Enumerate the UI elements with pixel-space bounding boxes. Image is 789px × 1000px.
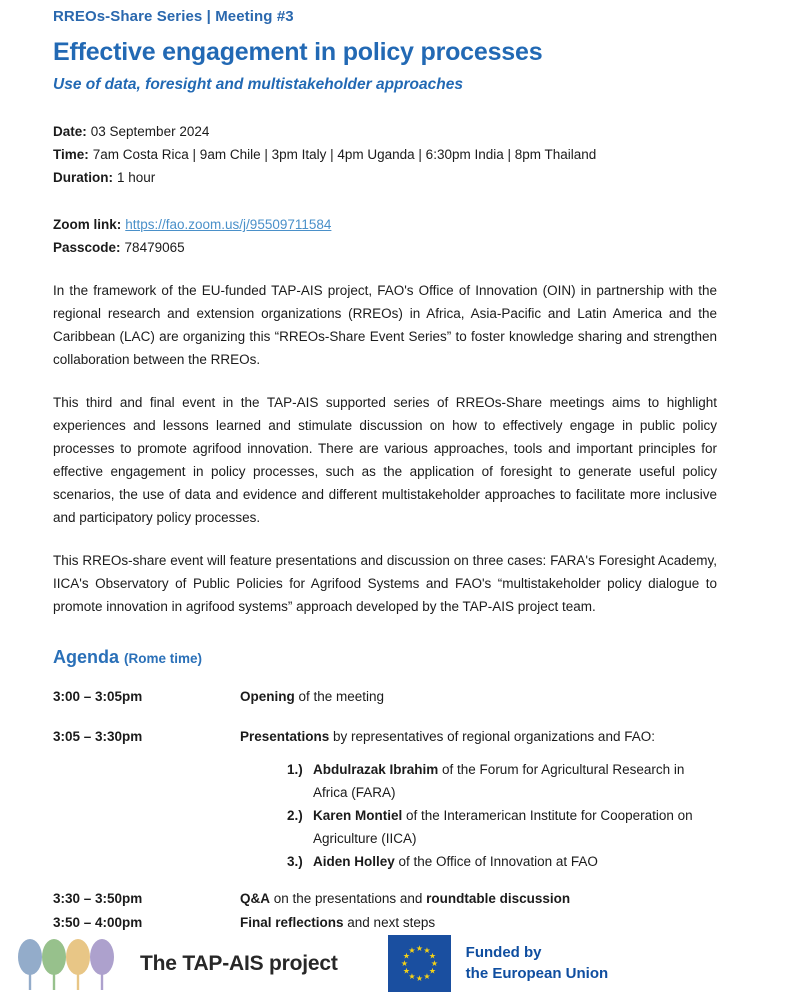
date-value: 03 September 2024 bbox=[90, 124, 210, 139]
agenda-time: 3:30 – 3:50pm bbox=[53, 891, 143, 906]
body-paragraph-3: This RREOs-share event will feature presentations and discussion on three cases: FARA's Foresight Academy, IICA's Observatory of Public Policies for Agrifood Systems and FAO's “multistakeholder policy dialogue to promote innovation in agrifood systems” approach developed by the TAP-AIS project team. bbox=[53, 553, 717, 614]
svg-text:★: ★ bbox=[428, 951, 436, 961]
passcode-value: 78479065 bbox=[124, 240, 185, 255]
body-paragraph-2: This third and final event in the TAP-AIS supported series of RREOs-Share meetings aims to highlight experiences and lessons learned and stimulate discussion on how to effectively engage in public policy processes to promote agrifood innovation. There are various approaches, tools and important principles for effective engagement in policy processes, such as the application of foresight to generate useful policy scenarios, the use of data and evidence and different multistakeholder approaches to facilitate more inclusive and participatory policy processes. bbox=[53, 395, 717, 525]
time-label: Time: bbox=[53, 147, 89, 162]
tapais-logo bbox=[15, 936, 338, 992]
agenda-description: Final reflections and next steps bbox=[240, 915, 436, 930]
zoom-link-line bbox=[53, 213, 717, 236]
agenda-timezone-note: (Rome time) bbox=[124, 651, 203, 666]
svg-text:★: ★ bbox=[400, 959, 408, 969]
speaker-number: 2.) bbox=[287, 808, 303, 823]
agenda-row-opening bbox=[53, 685, 717, 708]
svg-text:★: ★ bbox=[423, 972, 431, 982]
passcode-line bbox=[53, 236, 717, 259]
agenda-description: Opening of the meeting bbox=[240, 689, 385, 704]
agenda-heading bbox=[53, 647, 717, 668]
tapais-logo-icon bbox=[15, 936, 127, 992]
svg-text:★: ★ bbox=[402, 966, 410, 976]
svg-text:★: ★ bbox=[430, 959, 438, 969]
page-title: Effective engagement in policy processes bbox=[53, 38, 543, 66]
svg-text:★: ★ bbox=[415, 974, 423, 984]
svg-text:★: ★ bbox=[423, 946, 431, 956]
agenda-row-final bbox=[53, 911, 717, 934]
tapais-logo-label: The TAP-AIS project bbox=[140, 951, 338, 975]
page-subtitle: Use of data, foresight and multistakeholder approaches bbox=[53, 76, 463, 93]
time-line bbox=[53, 143, 717, 166]
speaker-list bbox=[287, 758, 717, 873]
eu-flag-icon bbox=[388, 935, 451, 992]
agenda-heading-text: Agenda bbox=[53, 647, 120, 667]
speaker-text: Karen Montiel of the Interamerican Institute for Cooperation on Agriculture (IICA) bbox=[313, 808, 693, 846]
zoom-link-label: Zoom link: bbox=[53, 217, 122, 232]
date-line bbox=[53, 120, 717, 143]
agenda-time: 3:00 – 3:05pm bbox=[53, 689, 143, 704]
eu-funding-line-1: Funded by bbox=[465, 944, 542, 962]
eu-funding-text bbox=[466, 943, 609, 984]
duration-label: Duration: bbox=[53, 170, 113, 185]
speaker-item bbox=[287, 850, 717, 873]
speaker-item bbox=[287, 758, 717, 804]
svg-text:★: ★ bbox=[428, 966, 436, 976]
agenda-time: 3:05 – 3:30pm bbox=[53, 729, 143, 744]
svg-text:★: ★ bbox=[408, 946, 416, 956]
svg-text:★: ★ bbox=[408, 972, 416, 982]
speaker-item bbox=[287, 804, 717, 850]
agenda-time: 3:50 – 4:00pm bbox=[53, 915, 143, 930]
document-header bbox=[53, 8, 717, 94]
speaker-number: 3.) bbox=[287, 854, 303, 869]
eu-funding-line-2: the European Union bbox=[465, 964, 609, 982]
body-paragraph-1: In the framework of the EU-funded TAP-AIS project, FAO's Office of Innovation (OIN) in partnership with the regional research and extension organizations (RREOs) in Africa, Asia-Pacific and Latin America and the Caribbean (LAC) are organizing this “RREOs-Share Event Series” to foster knowledge sharing and strengthen collaboration between the RREOs. bbox=[53, 283, 717, 367]
date-label: Date: bbox=[53, 124, 87, 139]
duration-line bbox=[53, 166, 717, 189]
time-value: 7am Costa Rica | 9am Chile | 3pm Italy | 4pm Uganda | 6:30pm India | 8pm Thailand bbox=[92, 147, 597, 162]
speaker-text: Aiden Holley of the Office of Innovation at FAO bbox=[313, 854, 598, 869]
speaker-text: Abdulrazak Ibrahim of the Forum for Agricultural Research in Africa (FARA) bbox=[313, 762, 685, 800]
svg-text:★: ★ bbox=[415, 944, 423, 954]
agenda-description: Presentations by representatives of regional organizations and FAO: bbox=[240, 729, 655, 744]
eu-funding-logo bbox=[388, 935, 609, 992]
passcode-label: Passcode: bbox=[53, 240, 121, 255]
agenda-row-qa bbox=[53, 887, 717, 910]
agenda-description: Q&A on the presentations and roundtable discussion bbox=[240, 891, 571, 906]
speaker-number: 1.) bbox=[287, 762, 303, 777]
svg-text:★: ★ bbox=[402, 951, 410, 961]
agenda-row-presentations bbox=[53, 725, 717, 748]
zoom-meeting-link[interactable]: https://fao.zoom.us/j/95509711584 bbox=[125, 217, 332, 232]
duration-value: 1 hour bbox=[117, 170, 156, 185]
event-details bbox=[53, 120, 717, 259]
agenda-section bbox=[53, 647, 717, 934]
series-label: RREOs-Share Series | Meeting #3 bbox=[53, 8, 294, 25]
document-footer bbox=[15, 935, 608, 992]
description-section bbox=[53, 279, 717, 618]
